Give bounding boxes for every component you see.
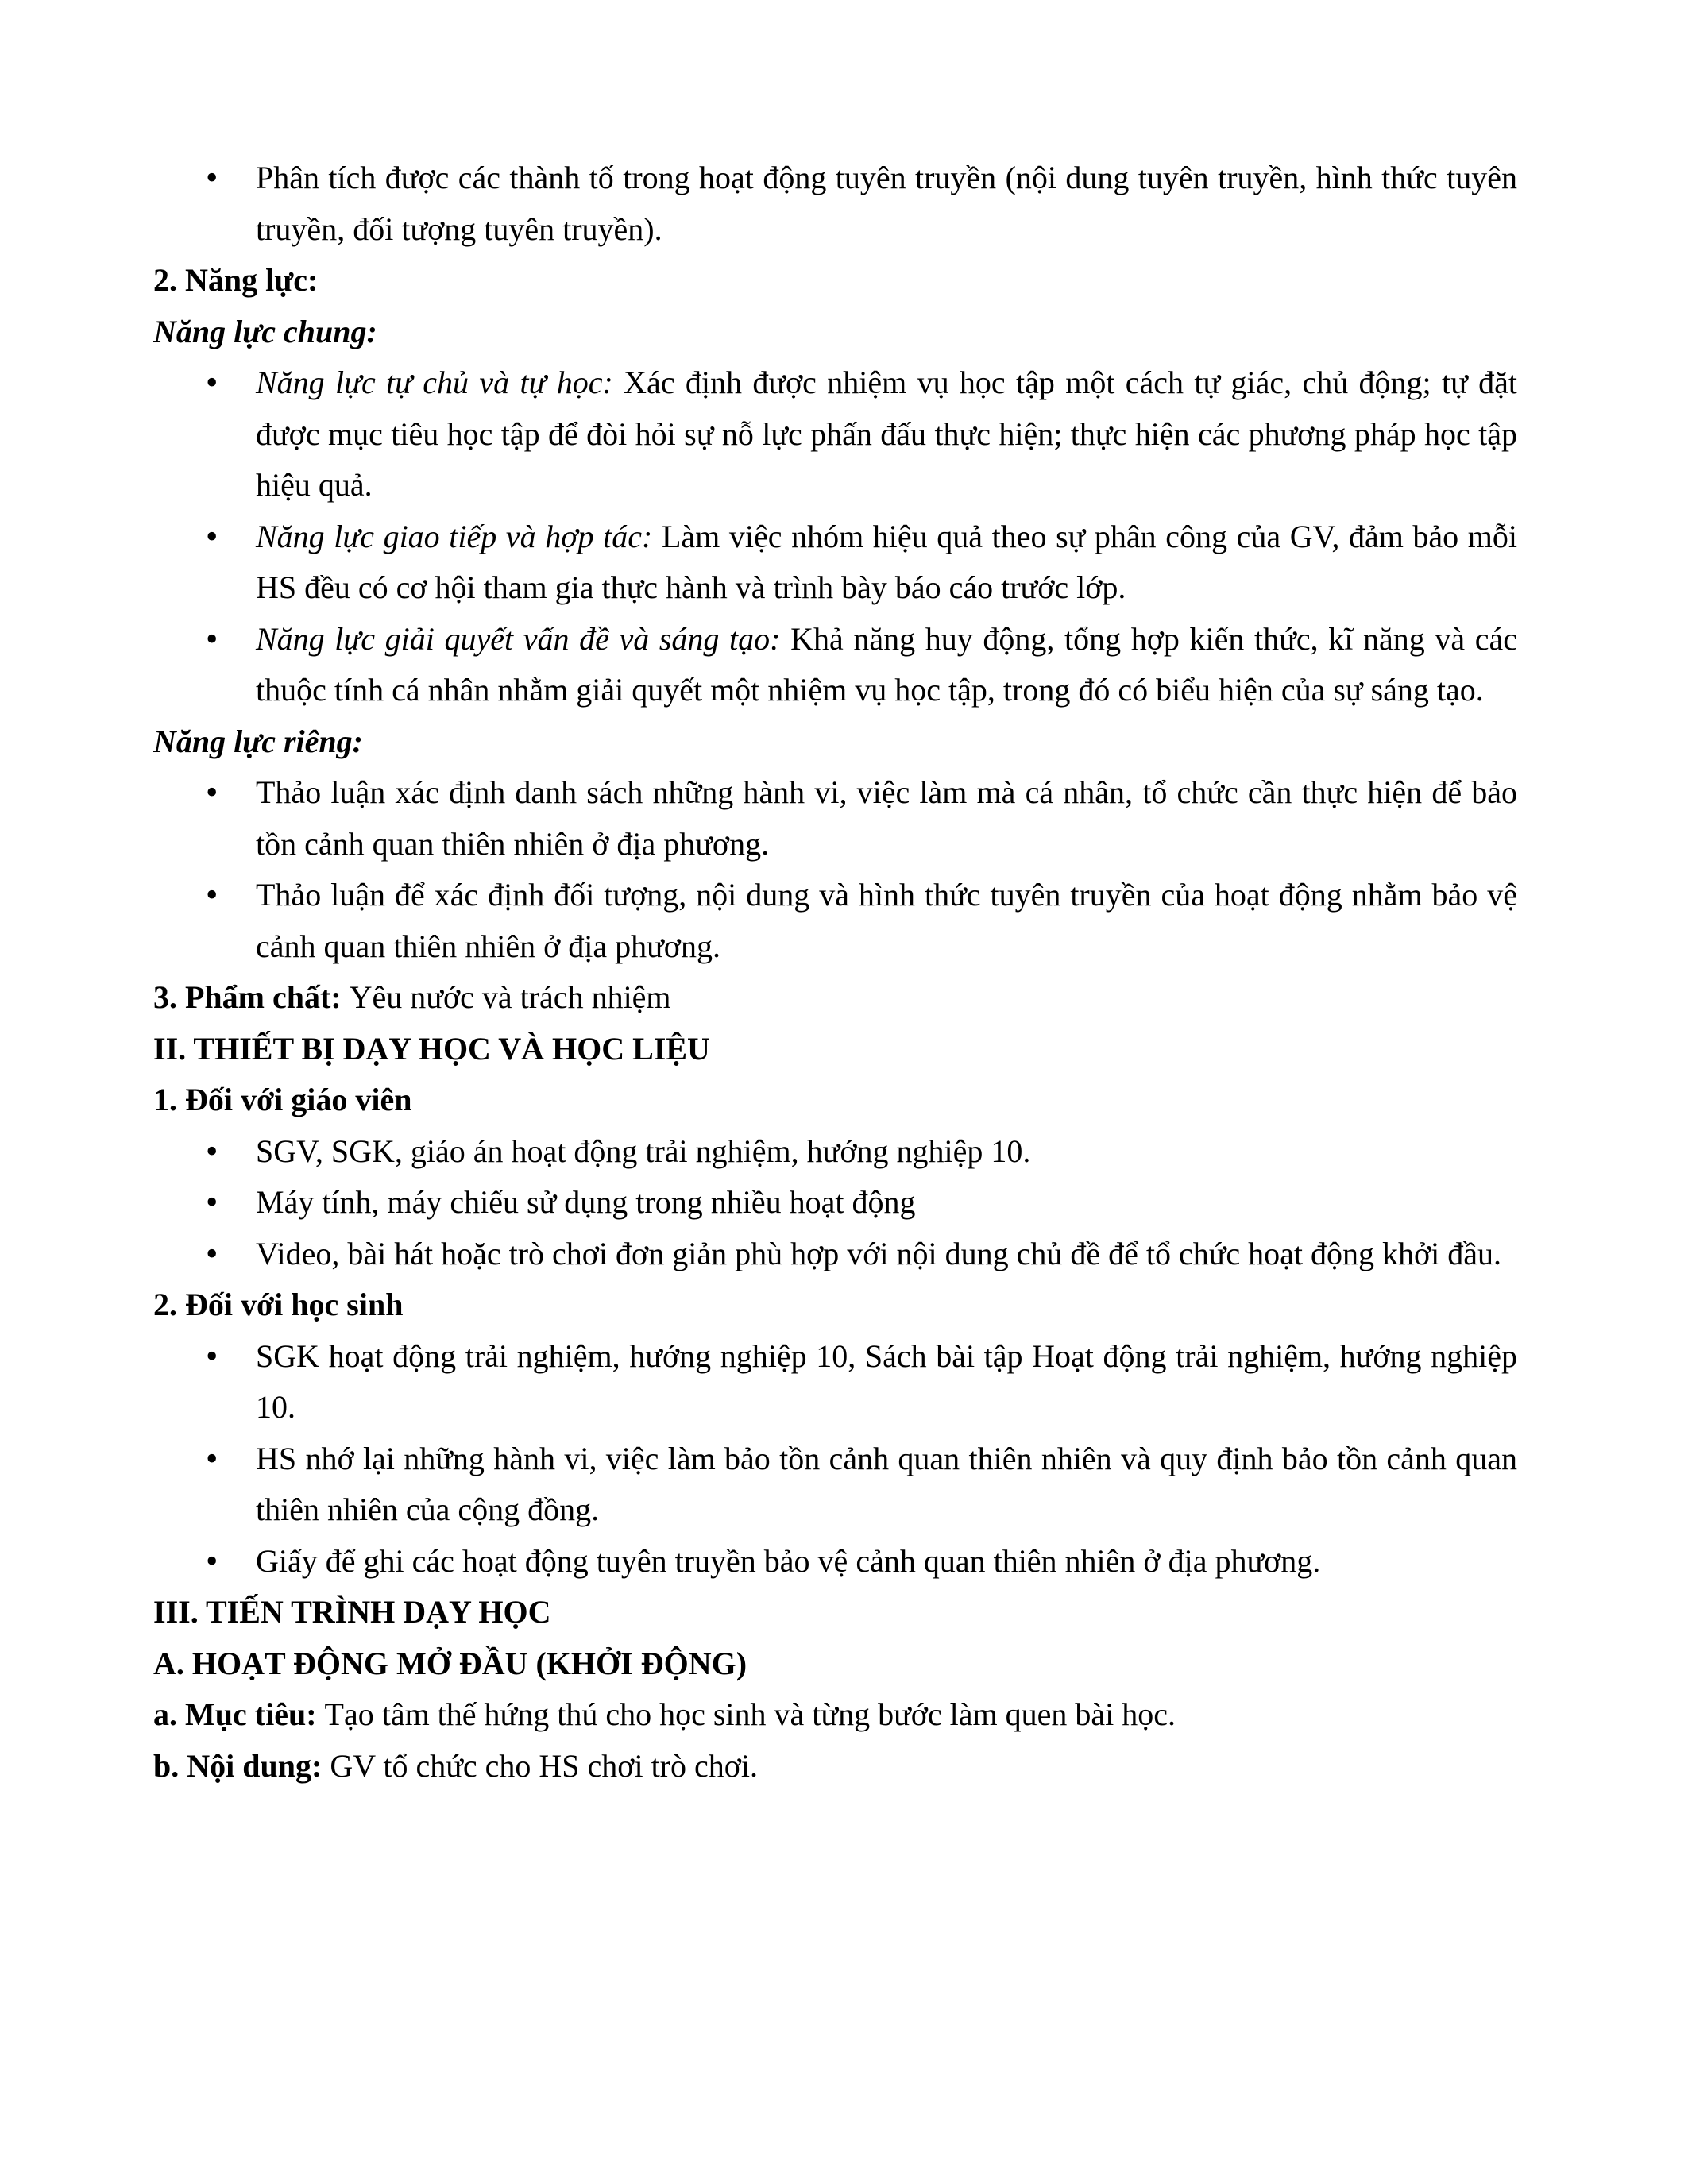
bullet-item [153,511,1517,614]
bullet-icon: • [206,1438,218,1478]
bullet-item [153,1177,1517,1229]
bullet-item [153,1126,1517,1178]
text-run: III. TIẾN TRÌNH DẠY HỌC [153,1594,551,1630]
text-run: Thảo luận xác định danh sách những hành vi, việc làm mà cá nhân, tổ chức cần thực hiện để bảo tồn cảnh quan thiên nhiên ở địa phương. [256,774,1517,862]
bullet-icon: • [206,619,218,658]
paragraph [153,716,1517,768]
text-run: Máy tính, máy chiếu sử dụng trong nhiều hoạt động [256,1184,916,1220]
paragraph [153,1587,1517,1638]
text-run: Năng lực tự chủ và tự học: [256,365,624,400]
text-run: 2. Năng lực: [153,262,319,298]
bullet-item [153,1229,1517,1280]
bullet-icon: • [206,363,218,402]
text-run: SGV, SGK, giáo án hoạt động trải nghiệm, hướng nghiệp 10. [256,1133,1031,1169]
text-run: II. THIẾT BỊ DẠY HỌC VÀ HỌC LIỆU [153,1030,710,1067]
bullet-item [153,614,1517,716]
paragraph [153,307,1517,358]
text-run: a. Mục tiêu: [153,1696,325,1732]
paragraph [153,1024,1517,1075]
text-run: Video, bài hát hoặc trò chơi đơn giản phù hợp với nội dung chủ đề để tổ chức hoạt động khởi đầu. [256,1235,1502,1271]
text-run: Tạo tâm thế hứng thú cho học sinh và từng bước làm quen bài học. [324,1696,1176,1732]
bullet-icon: • [206,1183,218,1221]
text-run: Làm việc nhóm hiệu quả theo sự phân công của GV, đảm bảo mỗi HS đều có cơ hội tham gia thực hành và trình bày báo cáo trước lớp. [256,518,1518,605]
bullet-item [153,152,1517,255]
text-run: A. HOẠT ĐỘNG MỞ ĐẦU (KHỞI ĐỘNG) [153,1645,747,1681]
bullet-item [153,767,1517,870]
text-run: Thảo luận để xác định đối tượng, nội dung và hình thức tuyên truyền của hoạt động nhằm bảo vệ cảnh quan thiên nhiên ở địa phương. [256,877,1517,964]
text-run: Năng lực giải quyết vấn đề và sáng tạo: [256,620,791,657]
document-content [153,152,1517,1792]
paragraph [153,972,1517,1024]
bullet-item [153,357,1517,511]
text-run: 3. Phẩm chất: [153,979,350,1015]
paragraph [153,1075,1517,1126]
bullet-icon: • [206,516,218,556]
text-run: Giấy để ghi các hoạt động tuyên truyền bảo vệ cảnh quan thiên nhiên ở địa phương. [256,1542,1321,1579]
text-run: b. Nội dung: [153,1747,330,1784]
text-run: Khả năng huy động, tổng hợp kiến thức, kĩ năng và các thuộc tính cá nhân nhằm giải quyết một nhiệm vụ học tập, trong đó có biểu hiện của sự sáng tạo. [256,620,1517,708]
text-run: GV tổ chức cho HS chơi trò chơi. [330,1747,759,1784]
bullet-item [153,1331,1517,1433]
text-run: HS nhớ lại những hành vi, việc làm bảo tồn cảnh quan thiên nhiên và quy định bảo tồn cảnh quan thiên nhiên của cộng đồng. [256,1440,1517,1527]
bullet-icon: • [206,1336,218,1376]
bullet-icon: • [206,773,218,812]
paragraph [153,1638,1517,1690]
text-run: Năng lực chung: [153,313,377,349]
paragraph [153,1741,1517,1792]
text-run: 1. Đối với giáo viên [153,1082,412,1117]
text-run: Năng lực giao tiếp và hợp tác: [256,518,662,554]
bullet-item [153,1433,1517,1536]
bullet-icon: • [206,158,218,197]
paragraph [153,1279,1517,1331]
text-run: Yêu nước và trách nhiệm [349,979,671,1015]
text-run: 2. Đối với học sinh [153,1287,404,1322]
bullet-icon: • [206,1131,218,1171]
text-run: Năng lực riêng: [153,723,363,759]
bullet-icon: • [206,1233,218,1273]
paragraph [153,255,1517,307]
bullet-icon: • [206,875,218,914]
text-run: SGK hoạt động trải nghiệm, hướng nghiệp 10, Sách bài tập Hoạt động trải nghiệm, hướng nghiệp 10. [256,1337,1517,1425]
bullet-item [153,1536,1517,1588]
text-run: Phân tích được các thành tố trong hoạt động tuyên truyền (nội dung tuyên truyền, hình thức tuyên truyền, đối tượng tuyên truyền). [256,160,1517,247]
bullet-icon: • [206,1541,218,1580]
bullet-item [153,870,1517,972]
paragraph [153,1689,1517,1741]
text-run: Xác định được nhiệm vụ học tập một cách tự giác, chủ động; tự đặt được mục tiêu học tập để đòi hỏi sự nỗ lực phấn đấu thực hiện; thực hiện các phương pháp học tập hiệu quả. [256,365,1518,503]
